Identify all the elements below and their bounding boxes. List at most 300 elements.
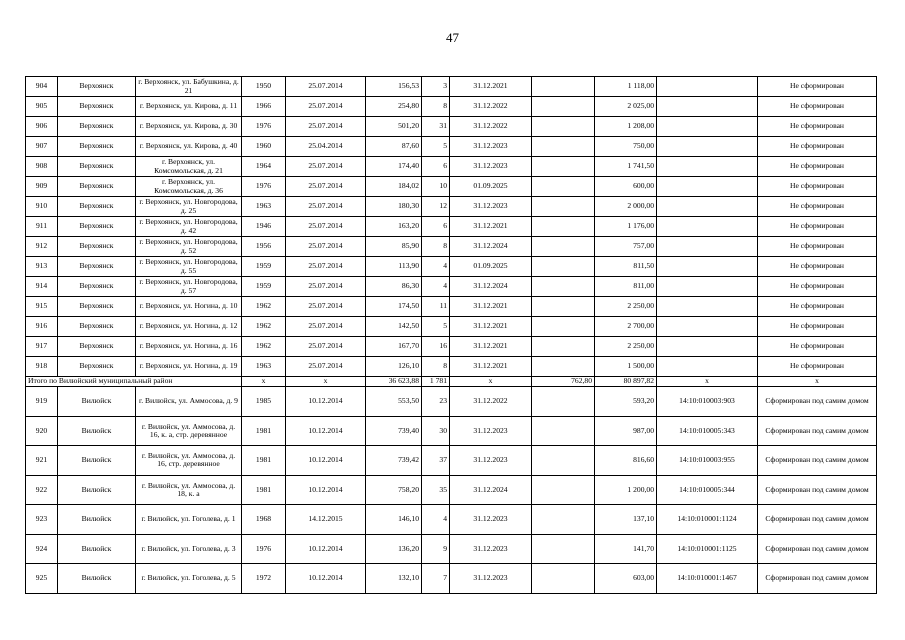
cost-cell: 757,00 [595, 237, 657, 257]
extra-value-cell [532, 137, 595, 157]
cadastral-number-cell [657, 117, 758, 137]
cadastral-number-cell [657, 297, 758, 317]
inclusion-date-cell: 25.07.2014 [286, 277, 366, 297]
table-row [26, 446, 877, 476]
residents-cell: 23 [422, 387, 450, 417]
address-cell: г. Вилюйск, ул. Гоголева, д. 1 [136, 505, 242, 535]
residents-cell: 5 [422, 137, 450, 157]
table-row [26, 217, 877, 237]
area-cell: 254,80 [366, 97, 422, 117]
cost-cell: 1 200,00 [595, 475, 657, 505]
build-year-cell: 1972 [242, 564, 286, 594]
area-cell: 142,50 [366, 317, 422, 337]
address-cell: г. Верхоянск, ул. Кирова, д. 40 [136, 137, 242, 157]
address-cell: г. Верхоянск, ул. Новгородова, д. 55 [136, 257, 242, 277]
area-cell: 87,60 [366, 137, 422, 157]
total-section [26, 377, 877, 387]
cadastral-number-cell [657, 177, 758, 197]
total-date: x [286, 377, 366, 387]
extra-value-cell [532, 564, 595, 594]
row-number-cell: 907 [26, 137, 58, 157]
table-row [26, 534, 877, 564]
residents-cell: 37 [422, 446, 450, 476]
extra-value-cell [532, 277, 595, 297]
cadastral-number-cell [657, 337, 758, 357]
land-status-cell: Не сформирован [758, 337, 877, 357]
row-number-cell: 918 [26, 357, 58, 377]
cadastral-number-cell [657, 317, 758, 337]
table-row [26, 357, 877, 377]
build-year-cell: 1981 [242, 475, 286, 505]
deadline-cell: 31.12.2024 [450, 277, 532, 297]
total-people: 1 781 [422, 377, 450, 387]
inclusion-date-cell: 25.07.2014 [286, 77, 366, 97]
cadastral-number-cell [657, 357, 758, 377]
address-cell: г. Вилюйск, ул. Гоголева, д. 3 [136, 534, 242, 564]
inclusion-date-cell: 25.07.2014 [286, 177, 366, 197]
area-cell: 501,20 [366, 117, 422, 137]
total-extra: 762,80 [532, 377, 595, 387]
extra-value-cell [532, 317, 595, 337]
residents-cell: 8 [422, 357, 450, 377]
settlement-cell: Вилюйск [58, 475, 136, 505]
cadastral-number-cell: 14:10:010003:903 [657, 387, 758, 417]
cost-cell: 593,20 [595, 387, 657, 417]
cost-cell: 811,00 [595, 277, 657, 297]
area-cell: 174,50 [366, 297, 422, 317]
deadline-cell: 31.12.2023 [450, 197, 532, 217]
extra-value-cell [532, 77, 595, 97]
area-cell: 136,20 [366, 534, 422, 564]
row-number-cell: 917 [26, 337, 58, 357]
extra-value-cell [532, 446, 595, 476]
inclusion-date-cell: 25.07.2014 [286, 257, 366, 277]
area-cell: 156,53 [366, 77, 422, 97]
build-year-cell: 1959 [242, 257, 286, 277]
cadastral-number-cell: 14:10:010001:1467 [657, 564, 758, 594]
total-area: 36 623,88 [366, 377, 422, 387]
cost-cell: 1 500,00 [595, 357, 657, 377]
build-year-cell: 1956 [242, 237, 286, 257]
deadline-cell: 01.09.2025 [450, 257, 532, 277]
table-row [26, 197, 877, 217]
row-number-cell: 923 [26, 505, 58, 535]
address-cell: г. Вилюйск, ул. Аммосова, д. 16, стр. деревянное [136, 446, 242, 476]
build-year-cell: 1981 [242, 446, 286, 476]
settlement-cell: Вилюйск [58, 505, 136, 535]
inclusion-date-cell: 25.07.2014 [286, 297, 366, 317]
cadastral-number-cell [657, 277, 758, 297]
row-number-cell: 913 [26, 257, 58, 277]
build-year-cell: 1950 [242, 77, 286, 97]
inclusion-date-cell: 10.12.2014 [286, 416, 366, 446]
inclusion-date-cell: 25.07.2014 [286, 157, 366, 177]
residents-cell: 10 [422, 177, 450, 197]
cost-cell: 2 025,00 [595, 97, 657, 117]
area-cell: 85,90 [366, 237, 422, 257]
settlement-cell: Верхоянск [58, 357, 136, 377]
cost-cell: 1 176,00 [595, 217, 657, 237]
settlement-cell: Верхоянск [58, 317, 136, 337]
land-status-cell: Не сформирован [758, 117, 877, 137]
settlement-cell: Верхоянск [58, 197, 136, 217]
settlement-cell: Верхоянск [58, 277, 136, 297]
area-cell: 163,20 [366, 217, 422, 237]
inclusion-date-cell: 25.07.2014 [286, 337, 366, 357]
row-number-cell: 904 [26, 77, 58, 97]
settlement-cell: Вилюйск [58, 446, 136, 476]
row-number-cell: 905 [26, 97, 58, 117]
inclusion-date-cell: 25.07.2014 [286, 357, 366, 377]
extra-value-cell [532, 217, 595, 237]
address-cell: г. Вилюйск, ул. Аммосова, д. 9 [136, 387, 242, 417]
inclusion-date-cell: 25.07.2014 [286, 317, 366, 337]
inclusion-date-cell: 10.12.2014 [286, 564, 366, 594]
extra-value-cell [532, 475, 595, 505]
address-cell: г. Вилюйск, ул. Аммосова, д. 16, к. а, стр. деревянное [136, 416, 242, 446]
land-status-cell: Не сформирован [758, 197, 877, 217]
residents-cell: 12 [422, 197, 450, 217]
row-number-cell: 911 [26, 217, 58, 237]
cost-cell: 2 250,00 [595, 297, 657, 317]
cadastral-number-cell: 14:10:010001:1124 [657, 505, 758, 535]
build-year-cell: 1963 [242, 197, 286, 217]
cadastral-number-cell [657, 257, 758, 277]
build-year-cell: 1962 [242, 337, 286, 357]
settlement-cell: Верхоянск [58, 77, 136, 97]
inclusion-date-cell: 25.07.2014 [286, 97, 366, 117]
cost-cell: 1 208,00 [595, 117, 657, 137]
cadastral-number-cell [657, 217, 758, 237]
total-row [26, 377, 877, 387]
residents-cell: 8 [422, 97, 450, 117]
address-cell: г. Верхоянск, ул. Комсомольская, д. 36 [136, 177, 242, 197]
land-status-cell: Не сформирован [758, 317, 877, 337]
table-row [26, 137, 877, 157]
cost-cell: 987,00 [595, 416, 657, 446]
deadline-cell: 31.12.2023 [450, 534, 532, 564]
land-status-cell: Не сформирован [758, 97, 877, 117]
table-row [26, 505, 877, 535]
deadline-cell: 31.12.2022 [450, 117, 532, 137]
inclusion-date-cell: 10.12.2014 [286, 446, 366, 476]
residents-cell: 9 [422, 534, 450, 564]
deadline-cell: 31.12.2023 [450, 505, 532, 535]
extra-value-cell [532, 337, 595, 357]
deadline-cell: 01.09.2025 [450, 177, 532, 197]
row-number-cell: 916 [26, 317, 58, 337]
settlement-cell: Верхоянск [58, 137, 136, 157]
area-cell: 180,30 [366, 197, 422, 217]
row-number-cell: 922 [26, 475, 58, 505]
row-number-cell: 915 [26, 297, 58, 317]
residents-cell: 35 [422, 475, 450, 505]
cadastral-number-cell [657, 197, 758, 217]
deadline-cell: 31.12.2021 [450, 317, 532, 337]
build-year-cell: 1962 [242, 317, 286, 337]
row-number-cell: 914 [26, 277, 58, 297]
inclusion-date-cell: 10.12.2014 [286, 387, 366, 417]
build-year-cell: 1976 [242, 177, 286, 197]
table-row [26, 337, 877, 357]
residents-cell: 8 [422, 237, 450, 257]
land-status-cell: Сформирован под самим домом [758, 534, 877, 564]
settlement-cell: Верхоянск [58, 237, 136, 257]
extra-value-cell [532, 97, 595, 117]
extra-value-cell [532, 197, 595, 217]
extra-value-cell [532, 387, 595, 417]
land-status-cell: Не сформирован [758, 177, 877, 197]
cost-cell: 600,00 [595, 177, 657, 197]
residents-cell: 4 [422, 505, 450, 535]
settlement-cell: Верхоянск [58, 177, 136, 197]
row-number-cell: 912 [26, 237, 58, 257]
cost-cell: 1 741,50 [595, 157, 657, 177]
cadastral-number-cell [657, 97, 758, 117]
land-status-cell: Сформирован под самим домом [758, 505, 877, 535]
build-year-cell: 1959 [242, 277, 286, 297]
inclusion-date-cell: 10.12.2014 [286, 534, 366, 564]
deadline-cell: 31.12.2022 [450, 97, 532, 117]
row-number-cell: 909 [26, 177, 58, 197]
cadastral-number-cell: 14:10:010003:955 [657, 446, 758, 476]
extra-value-cell [532, 117, 595, 137]
deadline-cell: 31.12.2022 [450, 387, 532, 417]
residents-cell: 7 [422, 564, 450, 594]
residents-cell: 31 [422, 117, 450, 137]
address-cell: г. Верхоянск, ул. Новгородова, д. 25 [136, 197, 242, 217]
rows-verkhoyansk [26, 77, 877, 377]
address-cell: г. Верхоянск, ул. Новгородова, д. 52 [136, 237, 242, 257]
residents-cell: 4 [422, 257, 450, 277]
table-row [26, 257, 877, 277]
area-cell: 553,50 [366, 387, 422, 417]
extra-value-cell [532, 505, 595, 535]
area-cell: 167,70 [366, 337, 422, 357]
land-status-cell: Не сформирован [758, 277, 877, 297]
address-cell: г. Верхоянск, ул. Новгородова, д. 42 [136, 217, 242, 237]
table-row [26, 157, 877, 177]
land-status-cell: Сформирован под самим домом [758, 564, 877, 594]
build-year-cell: 1976 [242, 117, 286, 137]
residents-cell: 4 [422, 277, 450, 297]
build-year-cell: 1962 [242, 297, 286, 317]
deadline-cell: 31.12.2021 [450, 337, 532, 357]
settlement-cell: Вилюйск [58, 387, 136, 417]
build-year-cell: 1968 [242, 505, 286, 535]
settlement-cell: Верхоянск [58, 157, 136, 177]
cost-cell: 603,00 [595, 564, 657, 594]
area-cell: 146,10 [366, 505, 422, 535]
land-status-cell: Сформирован под самим домом [758, 446, 877, 476]
cadastral-number-cell [657, 137, 758, 157]
residents-cell: 6 [422, 157, 450, 177]
area-cell: 739,40 [366, 416, 422, 446]
settlement-cell: Вилюйск [58, 416, 136, 446]
land-status-cell: Не сформирован [758, 357, 877, 377]
inclusion-date-cell: 25.07.2014 [286, 217, 366, 237]
address-cell: г. Верхоянск, ул. Ногина, д. 10 [136, 297, 242, 317]
deadline-cell: 31.12.2024 [450, 475, 532, 505]
land-status-cell: Сформирован под самим домом [758, 416, 877, 446]
table-row [26, 416, 877, 446]
rows-vilyuisk [26, 387, 877, 594]
cost-cell: 2 000,00 [595, 197, 657, 217]
cadastral-number-cell: 14:10:010005:344 [657, 475, 758, 505]
settlement-cell: Верхоянск [58, 297, 136, 317]
table-row [26, 117, 877, 137]
table-row [26, 564, 877, 594]
address-cell: г. Вилюйск, ул. Аммосова, д. 18, к. а [136, 475, 242, 505]
row-number-cell: 908 [26, 157, 58, 177]
deadline-cell: 31.12.2023 [450, 137, 532, 157]
area-cell: 174,40 [366, 157, 422, 177]
cadastral-number-cell: 14:10:010001:1125 [657, 534, 758, 564]
total-cadastral: x [657, 377, 758, 387]
build-year-cell: 1981 [242, 416, 286, 446]
table-row [26, 237, 877, 257]
extra-value-cell [532, 177, 595, 197]
deadline-cell: 31.12.2024 [450, 237, 532, 257]
total-deadline: x [450, 377, 532, 387]
table-row [26, 297, 877, 317]
table-row [26, 475, 877, 505]
settlement-cell: Верхоянск [58, 257, 136, 277]
deadline-cell: 31.12.2021 [450, 77, 532, 97]
address-cell: г. Верхоянск, ул. Ногина, д. 16 [136, 337, 242, 357]
cadastral-number-cell [657, 237, 758, 257]
address-cell: г. Верхоянск, ул. Кирова, д. 11 [136, 97, 242, 117]
row-number-cell: 920 [26, 416, 58, 446]
cost-cell: 1 118,00 [595, 77, 657, 97]
table-row [26, 277, 877, 297]
cadastral-number-cell: 14:10:010005:343 [657, 416, 758, 446]
extra-value-cell [532, 357, 595, 377]
inclusion-date-cell: 25.07.2014 [286, 197, 366, 217]
residents-cell: 30 [422, 416, 450, 446]
land-status-cell: Не сформирован [758, 157, 877, 177]
settlement-cell: Вилюйск [58, 534, 136, 564]
total-year: x [242, 377, 286, 387]
deadline-cell: 31.12.2023 [450, 416, 532, 446]
cost-cell: 811,50 [595, 257, 657, 277]
build-year-cell: 1966 [242, 97, 286, 117]
cost-cell: 137,10 [595, 505, 657, 535]
deadline-cell: 31.12.2023 [450, 564, 532, 594]
deadline-cell: 31.12.2021 [450, 357, 532, 377]
land-status-cell: Не сформирован [758, 257, 877, 277]
settlement-cell: Вилюйск [58, 564, 136, 594]
cadastral-number-cell [657, 77, 758, 97]
total-status: x [758, 377, 877, 387]
row-number-cell: 925 [26, 564, 58, 594]
settlement-cell: Верхоянск [58, 117, 136, 137]
land-status-cell: Не сформирован [758, 297, 877, 317]
row-number-cell: 919 [26, 387, 58, 417]
cost-cell: 2 700,00 [595, 317, 657, 337]
residents-cell: 5 [422, 317, 450, 337]
address-cell: г. Верхоянск, ул. Кирова, д. 30 [136, 117, 242, 137]
land-status-cell: Не сформирован [758, 77, 877, 97]
total-label: Итого по Вилюйский муниципальный район [26, 377, 242, 387]
build-year-cell: 1946 [242, 217, 286, 237]
deadline-cell: 31.12.2021 [450, 217, 532, 237]
land-status-cell: Сформирован под самим домом [758, 475, 877, 505]
row-number-cell: 906 [26, 117, 58, 137]
address-cell: г. Верхоянск, ул. Новгородова, д. 57 [136, 277, 242, 297]
address-cell: г. Вилюйск, ул. Гоголева, д. 5 [136, 564, 242, 594]
cost-cell: 816,60 [595, 446, 657, 476]
page-number: 47 [446, 30, 459, 45]
land-status-cell: Не сформирован [758, 237, 877, 257]
residents-cell: 11 [422, 297, 450, 317]
address-cell: г. Верхоянск, ул. Комсомольская, д. 21 [136, 157, 242, 177]
deadline-cell: 31.12.2021 [450, 297, 532, 317]
inclusion-date-cell: 14.12.2015 [286, 505, 366, 535]
build-year-cell: 1963 [242, 357, 286, 377]
land-status-cell: Сформирован под самим домом [758, 387, 877, 417]
settlement-cell: Верхоянск [58, 217, 136, 237]
table-row [26, 177, 877, 197]
address-cell: г. Верхоянск, ул. Ногина, д. 12 [136, 317, 242, 337]
cost-cell: 141,70 [595, 534, 657, 564]
residents-cell: 3 [422, 77, 450, 97]
extra-value-cell [532, 237, 595, 257]
land-status-cell: Не сформирован [758, 217, 877, 237]
area-cell: 86,30 [366, 277, 422, 297]
table-row [26, 97, 877, 117]
register-table [25, 76, 877, 594]
settlement-cell: Верхоянск [58, 337, 136, 357]
area-cell: 132,10 [366, 564, 422, 594]
deadline-cell: 31.12.2023 [450, 446, 532, 476]
build-year-cell: 1985 [242, 387, 286, 417]
inclusion-date-cell: 25.07.2014 [286, 237, 366, 257]
table-row [26, 317, 877, 337]
area-cell: 126,10 [366, 357, 422, 377]
cost-cell: 750,00 [595, 137, 657, 157]
inclusion-date-cell: 25.04.2014 [286, 137, 366, 157]
cadastral-number-cell [657, 157, 758, 177]
extra-value-cell [532, 157, 595, 177]
deadline-cell: 31.12.2023 [450, 157, 532, 177]
row-number-cell: 924 [26, 534, 58, 564]
area-cell: 113,90 [366, 257, 422, 277]
land-status-cell: Не сформирован [758, 137, 877, 157]
area-cell: 739,42 [366, 446, 422, 476]
inclusion-date-cell: 10.12.2014 [286, 475, 366, 505]
inclusion-date-cell: 25.07.2014 [286, 117, 366, 137]
residents-cell: 16 [422, 337, 450, 357]
total-cost: 80 897,82 [595, 377, 657, 387]
build-year-cell: 1960 [242, 137, 286, 157]
row-number-cell: 910 [26, 197, 58, 217]
settlement-cell: Верхоянск [58, 97, 136, 117]
build-year-cell: 1976 [242, 534, 286, 564]
residents-cell: 6 [422, 217, 450, 237]
area-cell: 758,20 [366, 475, 422, 505]
table-row [26, 387, 877, 417]
area-cell: 184,02 [366, 177, 422, 197]
row-number-cell: 921 [26, 446, 58, 476]
extra-value-cell [532, 534, 595, 564]
extra-value-cell [532, 416, 595, 446]
address-cell: г. Верхоянск, ул. Бабушкина, д. 21 [136, 77, 242, 97]
address-cell: г. Верхоянск, ул. Ногина, д. 19 [136, 357, 242, 377]
extra-value-cell [532, 257, 595, 277]
cost-cell: 2 250,00 [595, 337, 657, 357]
extra-value-cell [532, 297, 595, 317]
